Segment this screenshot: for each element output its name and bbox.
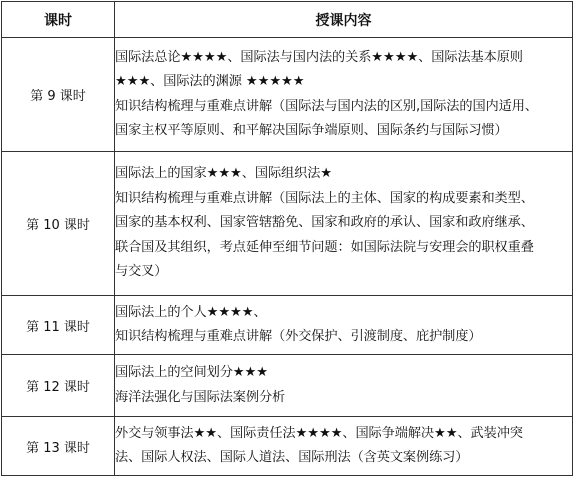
content-cell <box>115 38 573 152</box>
content-line: 海洋法强化与国际法案例分析 <box>115 389 286 405</box>
content-cell <box>115 152 573 296</box>
content-line: 国际法上的国家★★★、国际组织法★ <box>115 166 333 182</box>
header-content: 授课内容 <box>115 2 573 38</box>
content-line: 知识结构梳理与重难点讲解（外交保护、引渡制度、庇护制度） <box>115 329 482 344</box>
header-row <box>2 2 573 38</box>
content-line: 国家的基本权利、国家管辖豁免、国家和政府的承认、国家和政府继承、 <box>115 215 534 231</box>
header-period: 课时 <box>2 2 115 38</box>
period-cell: 第 9 课时 <box>2 38 115 152</box>
period-cell: 第 11 课时 <box>2 296 115 355</box>
content-line: 知识结构梳理与重难点讲解（国际法上的主体、国家的构成要素和类型、 <box>115 190 534 206</box>
content-line: 与交叉） <box>115 264 168 280</box>
content-line: 国际法总论★★★★、国际法与国内法的关系★★★★、国际法基本原则 <box>115 49 523 65</box>
content-line: 外交与领事法★★、国际责任法★★★★、国际争端解决★★、武装冲突 <box>115 425 523 441</box>
content-line: ★★★、国际法的渊源 ★★★★★ <box>115 74 305 89</box>
content-line: 国家主权平等原则、和平解决国际争端原则、国际条约与国际习惯） <box>115 123 508 138</box>
content-line: 国际法上的空间划分★★★ <box>115 365 268 380</box>
content-cell <box>115 296 573 355</box>
course-schedule-table <box>1 1 573 476</box>
table-row <box>2 355 573 417</box>
content-cell <box>115 417 573 476</box>
period-cell: 第 10 课时 <box>2 152 115 296</box>
table-row <box>2 152 573 296</box>
content-line: 国际法上的个人★★★★、 <box>115 304 267 320</box>
period-cell: 第 13 课时 <box>2 417 115 476</box>
table-row <box>2 38 573 152</box>
table-row <box>2 417 573 476</box>
content-line: 法、国际人权法、国际人道法、国际刑法（含英文案例练习） <box>115 450 469 465</box>
content-line: 知识结构梳理与重难点讲解（国际法与国内法的区别,国际法的国内适用、 <box>115 98 538 114</box>
period-cell: 第 12 课时 <box>2 355 115 417</box>
content-line: 联合国及其组织，考点延伸至细节问题：如国际法院与安理会的职权重叠 <box>115 239 534 255</box>
content-cell <box>115 355 573 417</box>
table-row <box>2 296 573 355</box>
